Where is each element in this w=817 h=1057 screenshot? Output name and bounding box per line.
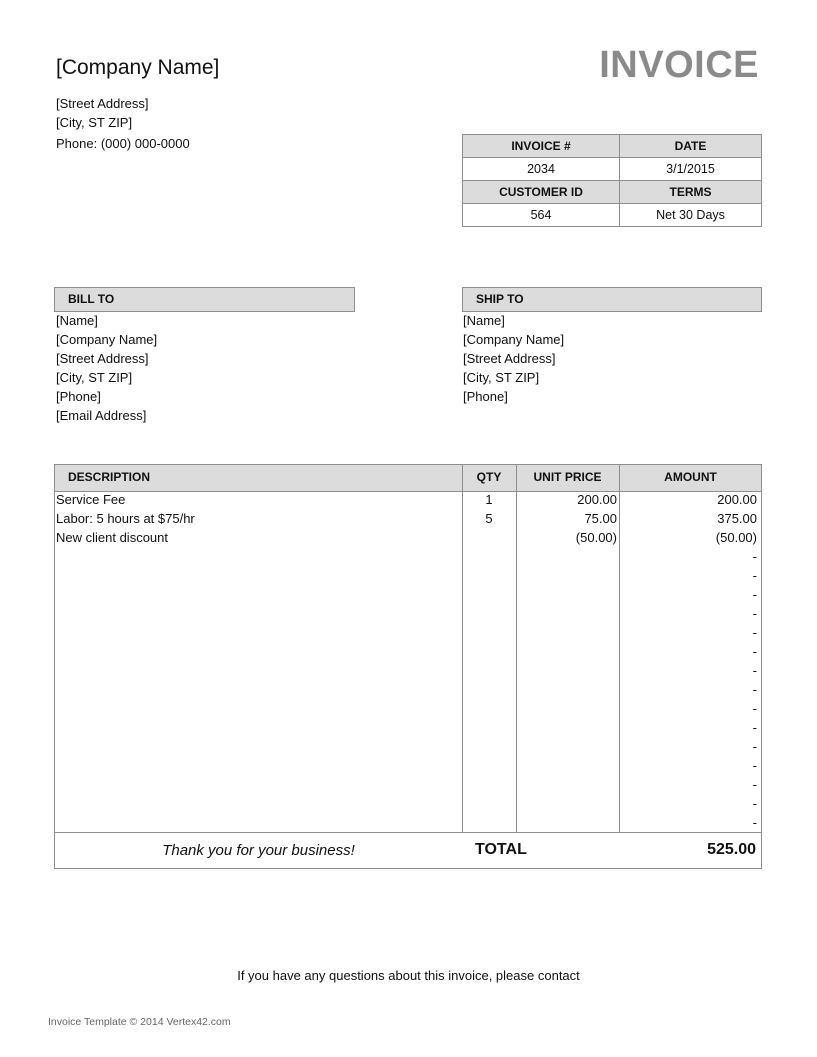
line-item-unit-price: (50.00) bbox=[575, 530, 617, 545]
line-item-description: New client discount bbox=[56, 530, 168, 545]
ship-to-line: [Company Name] bbox=[463, 332, 565, 347]
ship-to-line: [Phone] bbox=[463, 389, 508, 404]
thank-you-note: Thank you for your business! bbox=[162, 842, 355, 859]
bill-to-line: [Street Address] bbox=[56, 351, 149, 366]
customer-id: 564 bbox=[463, 204, 620, 227]
bill-to-line: [Name] bbox=[56, 313, 98, 328]
bill-to-header: BILL TO bbox=[54, 287, 355, 312]
ship-to-line: [Name] bbox=[463, 313, 505, 328]
line-item-amount: - bbox=[752, 777, 757, 792]
amount-header: AMOUNT bbox=[664, 470, 717, 484]
ship-to-header: SHIP TO bbox=[462, 287, 762, 312]
company-street: [Street Address] bbox=[56, 96, 149, 111]
footer-credit: Invoice Template © 2014 Vertex42.com bbox=[48, 1016, 231, 1028]
line-item-amount: - bbox=[752, 682, 757, 697]
ship-to-line: [City, ST ZIP] bbox=[463, 370, 540, 385]
line-item-amount: - bbox=[752, 796, 757, 811]
line-item-description: Labor: 5 hours at $75/hr bbox=[56, 511, 195, 526]
qty-header: QTY bbox=[476, 470, 502, 484]
line-item-amount: - bbox=[752, 701, 757, 716]
invoice-date: 3/1/2015 bbox=[620, 158, 762, 181]
bill-to-line: [Phone] bbox=[56, 389, 101, 404]
invoice-number-label: INVOICE # bbox=[463, 135, 620, 158]
bill-to-line: [City, ST ZIP] bbox=[56, 370, 133, 385]
total-value: 525.00 bbox=[707, 841, 756, 858]
bill-to-line: [Email Address] bbox=[56, 408, 147, 423]
invoice-title: INVOICE bbox=[599, 44, 759, 86]
line-item-amount: - bbox=[752, 625, 757, 640]
line-item-amount: - bbox=[752, 720, 757, 735]
line-item-amount: (50.00) bbox=[715, 530, 757, 545]
unit-price-header: UNIT PRICE bbox=[533, 470, 602, 484]
bill-to-line: [Company Name] bbox=[56, 332, 158, 347]
line-item-amount: - bbox=[752, 739, 757, 754]
invoice-number: 2034 bbox=[463, 158, 620, 181]
line-item-unit-price: 200.00 bbox=[577, 492, 617, 507]
company-phone: Phone: (000) 000-0000 bbox=[56, 136, 190, 151]
description-header: DESCRIPTION bbox=[68, 470, 151, 484]
line-item-amount: - bbox=[752, 549, 757, 564]
ship-to-line: [Street Address] bbox=[463, 351, 556, 366]
line-item-amount: - bbox=[752, 815, 757, 830]
terms-label: TERMS bbox=[620, 181, 762, 204]
line-item-qty: 5 bbox=[485, 511, 493, 526]
line-items-table bbox=[54, 464, 762, 869]
contact-note: If you have any questions about this invoice, please contact bbox=[237, 968, 580, 983]
company-city: [City, ST ZIP] bbox=[56, 115, 133, 130]
line-item-amount: 200.00 bbox=[717, 492, 757, 507]
terms: Net 30 Days bbox=[620, 204, 762, 227]
line-item-unit-price: 75.00 bbox=[584, 511, 617, 526]
line-item-amount: - bbox=[752, 587, 757, 602]
invoice-meta-table bbox=[462, 134, 762, 227]
line-item-amount: - bbox=[752, 758, 757, 773]
company-name: [Company Name] bbox=[56, 56, 220, 79]
total-label: TOTAL bbox=[475, 841, 527, 858]
line-item-amount: - bbox=[752, 606, 757, 621]
date-label: DATE bbox=[620, 135, 762, 158]
line-item-amount: - bbox=[752, 663, 757, 678]
line-item-qty: 1 bbox=[485, 492, 493, 507]
line-item-amount: 375.00 bbox=[717, 511, 757, 526]
line-item-amount: - bbox=[752, 568, 757, 583]
customer-id-label: CUSTOMER ID bbox=[463, 181, 620, 204]
line-item-description: Service Fee bbox=[56, 492, 126, 507]
line-item-amount: - bbox=[752, 644, 757, 659]
